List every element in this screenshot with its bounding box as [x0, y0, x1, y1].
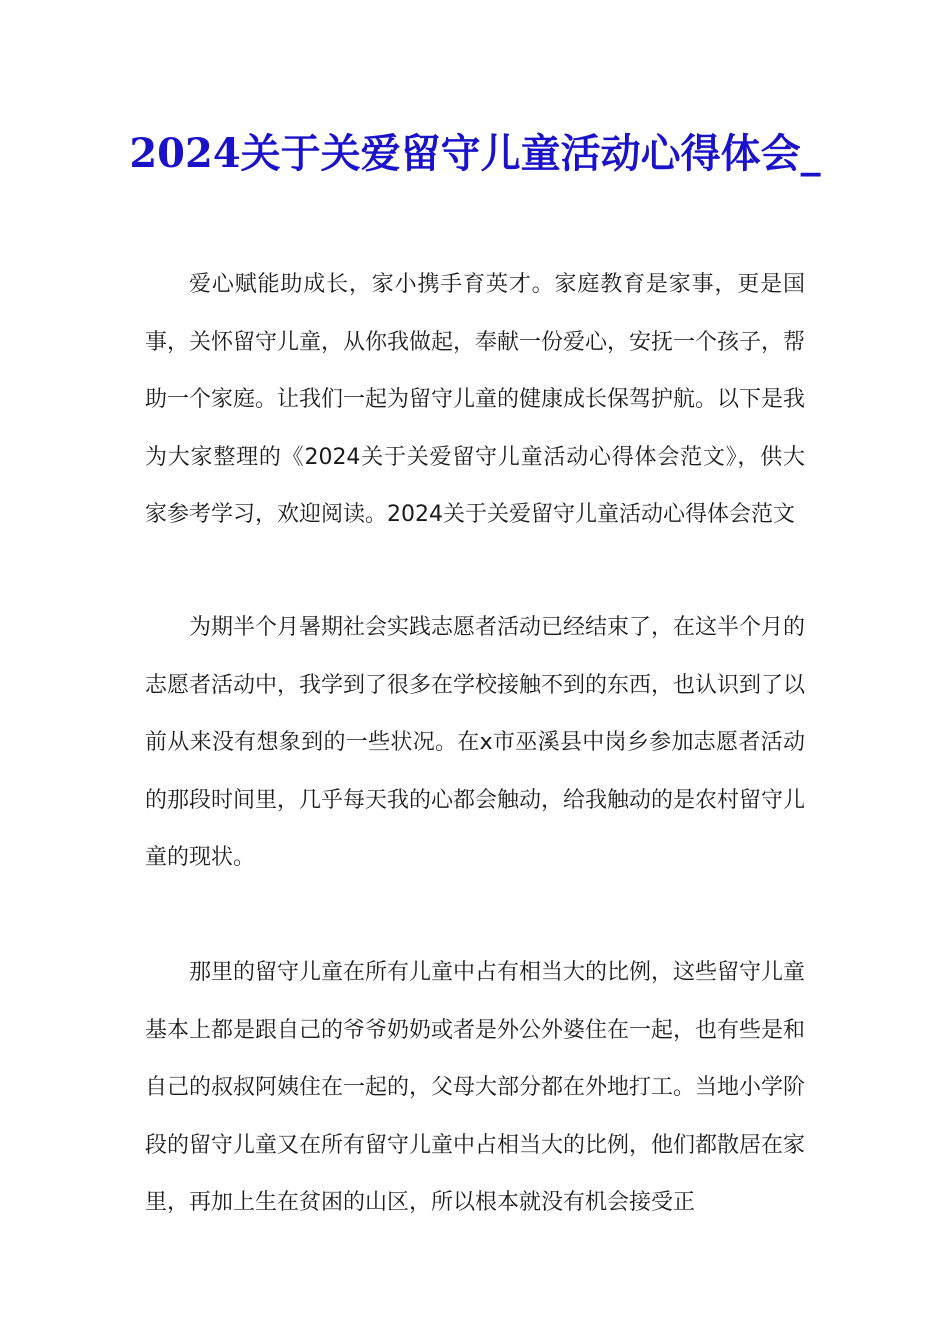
paragraph-intro: 爱心赋能助成长，家小携手育英才。家庭教育是家事，更是国事，关怀留守儿童，从你我做起，奉献一份爱心，安抚一个孩子，帮助一个家庭。让我们一起为留守儿童的健康成长保驾护航。以下是我为大家整理的《2024关于关爱留守儿童活动心得体会范文》，供大家参考学习，欢迎阅读。2024关于关爱留守儿童活动心得体会范文	[145, 272, 806, 527]
paragraph-left-behind-children: 那里的留守儿童在所有儿童中占有相当大的比例，这些留守儿童基本上都是跟自己的爷爷奶奶或者是外公外婆住在一起，也有些是和自己的叔叔阿姨住在一起的，父母大部分都在外地打工。当地小学阶段的留守儿童又在所有留守儿童中占相当大的比例，他们都散居在家里，再加上生在贫困的山区，所以根本就没有机会接受正	[145, 960, 806, 1215]
document-title: 2024关于关爱留守儿童活动心得体会_	[129, 130, 821, 177]
paragraph-volunteer: 为期半个月暑期社会实践志愿者活动已经结束了，在这半个月的志愿者活动中，我学到了很多在学校接触不到的东西，也认识到了以前从来没有想象到的一些状况。在x市巫溪县中岗乡参加志愿者活动的那段时间里，几乎每天我的心都会触动，给我触动的是农村留守儿童的现状。	[145, 615, 806, 870]
